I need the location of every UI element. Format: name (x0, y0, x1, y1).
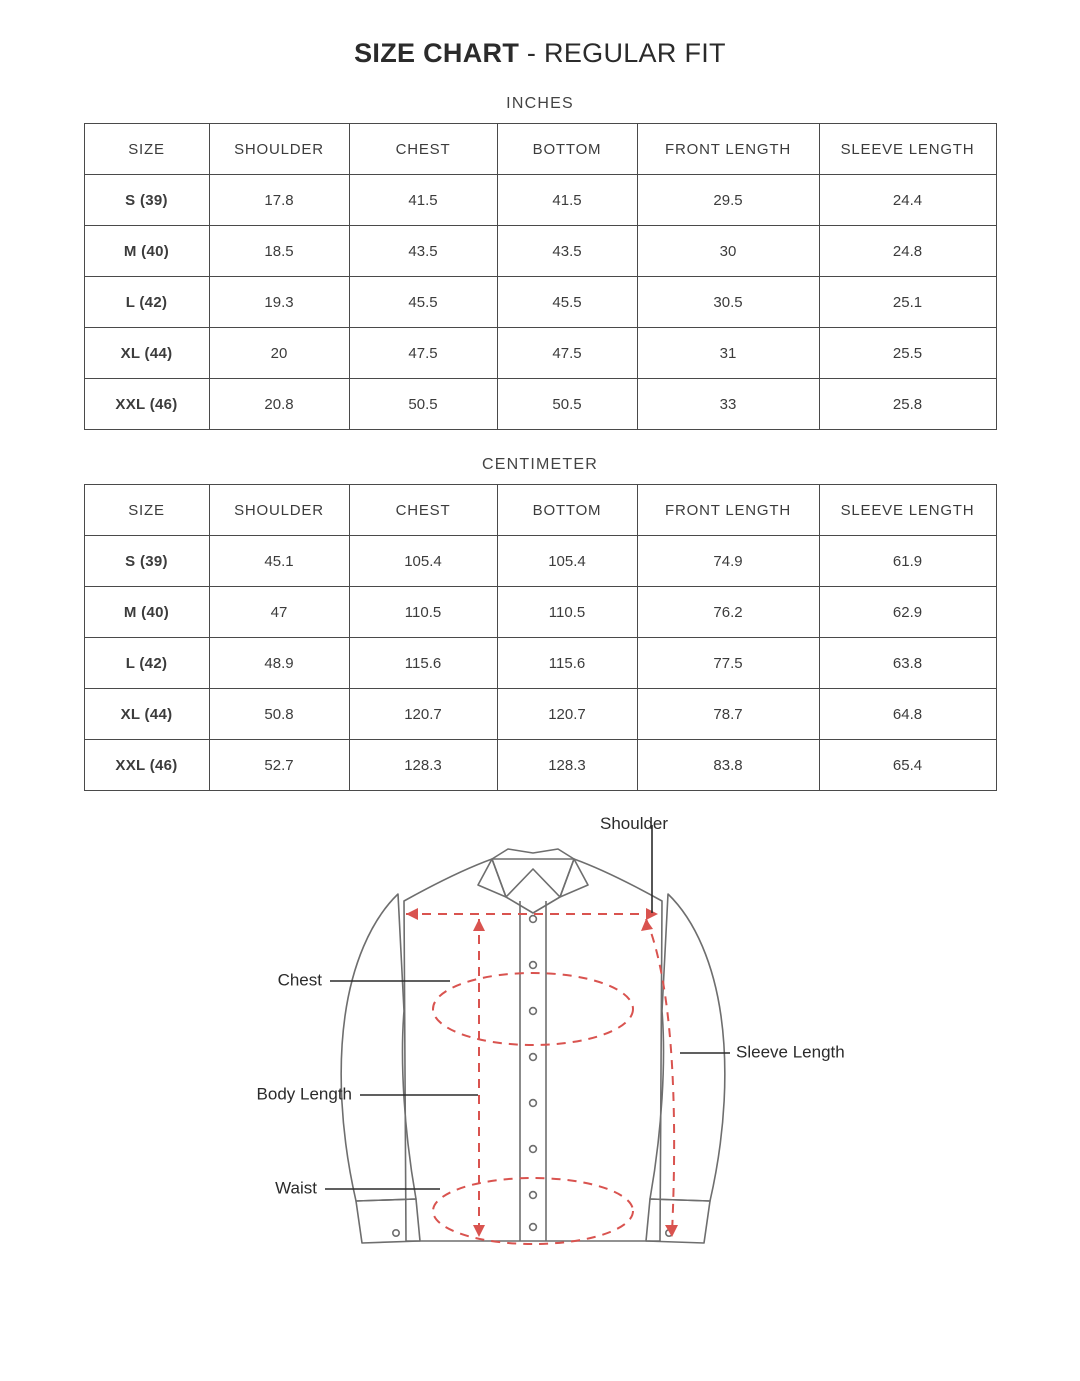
cell-bottom: 45.5 (497, 277, 637, 328)
cell-size: S (39) (84, 175, 209, 226)
cell-bottom: 105.4 (497, 536, 637, 587)
cell-front-length: 31 (637, 328, 819, 379)
shirt-illustration (341, 849, 725, 1243)
cell-chest: 41.5 (349, 175, 497, 226)
cell-front-length: 29.5 (637, 175, 819, 226)
measurement-lines (406, 914, 674, 1244)
cell-size: L (42) (84, 638, 209, 689)
table-row (84, 536, 996, 587)
cell-sleeve-length: 62.9 (819, 587, 996, 638)
column-header-size: SIZE (84, 124, 209, 175)
cell-size: M (40) (84, 226, 209, 277)
measurement-arrowheads (406, 908, 678, 1237)
cell-bottom: 41.5 (497, 175, 637, 226)
cell-chest: 128.3 (349, 740, 497, 791)
table-header-row (84, 485, 996, 536)
cell-chest: 105.4 (349, 536, 497, 587)
cell-front-length: 77.5 (637, 638, 819, 689)
column-header-chest: CHEST (349, 124, 497, 175)
cell-size: S (39) (84, 536, 209, 587)
cell-size: XXL (46) (84, 379, 209, 430)
page-title (0, 38, 1080, 69)
page-title-bold: SIZE CHART (354, 38, 520, 68)
cell-shoulder: 47 (209, 587, 349, 638)
cell-sleeve-length: 63.8 (819, 638, 996, 689)
column-header-bottom: BOTTOM (497, 485, 637, 536)
label-body-length: Body Length (256, 1084, 352, 1104)
cell-size: XXL (46) (84, 740, 209, 791)
column-header-shoulder: SHOULDER (209, 485, 349, 536)
cell-front-length: 33 (637, 379, 819, 430)
size-table-centimeter (84, 484, 997, 791)
cell-front-length: 30.5 (637, 277, 819, 328)
waist-measure-ellipse (433, 1178, 633, 1244)
cell-sleeve-length: 25.8 (819, 379, 996, 430)
cell-shoulder: 45.1 (209, 536, 349, 587)
cell-front-length: 78.7 (637, 689, 819, 740)
label-sleeve-length: Sleeve Length (736, 1042, 845, 1062)
cell-size: XL (44) (84, 689, 209, 740)
cell-chest: 115.6 (349, 638, 497, 689)
cell-chest: 45.5 (349, 277, 497, 328)
cell-bottom: 110.5 (497, 587, 637, 638)
cell-chest: 120.7 (349, 689, 497, 740)
column-header-size: SIZE (84, 485, 209, 536)
cell-sleeve-length: 64.8 (819, 689, 996, 740)
unit-label-inches: INCHES (506, 95, 574, 112)
cell-sleeve-length: 25.5 (819, 328, 996, 379)
cell-bottom: 50.5 (497, 379, 637, 430)
cell-sleeve-length: 24.4 (819, 175, 996, 226)
cell-chest: 50.5 (349, 379, 497, 430)
column-header-front-length: FRONT LENGTH (637, 485, 819, 536)
cell-shoulder: 17.8 (209, 175, 349, 226)
cell-sleeve-length: 24.8 (819, 226, 996, 277)
table-header-row (84, 124, 996, 175)
cell-front-length: 30 (637, 226, 819, 277)
cell-sleeve-length: 25.1 (819, 277, 996, 328)
table-row (84, 328, 996, 379)
unit-label-centimeter: CENTIMETER (482, 456, 598, 473)
column-header-front-length: FRONT LENGTH (637, 124, 819, 175)
column-header-bottom: BOTTOM (497, 124, 637, 175)
cell-shoulder: 19.3 (209, 277, 349, 328)
label-leader-lines (325, 825, 730, 1189)
column-header-sleeve-length: SLEEVE LENGTH (819, 124, 996, 175)
table-row (84, 740, 996, 791)
column-header-sleeve-length: SLEEVE LENGTH (819, 485, 996, 536)
size-table-inches (84, 123, 997, 430)
table-row (84, 175, 996, 226)
cell-shoulder: 18.5 (209, 226, 349, 277)
cell-size: M (40) (84, 587, 209, 638)
column-header-shoulder: SHOULDER (209, 124, 349, 175)
cell-shoulder: 50.8 (209, 689, 349, 740)
cell-front-length: 83.8 (637, 740, 819, 791)
cell-chest: 43.5 (349, 226, 497, 277)
size-chart-page (0, 38, 1080, 1381)
label-shoulder: Shoulder (600, 814, 669, 833)
table-row (84, 638, 996, 689)
cell-front-length: 76.2 (637, 587, 819, 638)
cell-shoulder: 52.7 (209, 740, 349, 791)
cell-size: L (42) (84, 277, 209, 328)
cell-chest: 47.5 (349, 328, 497, 379)
cell-sleeve-length: 65.4 (819, 740, 996, 791)
table-row (84, 379, 996, 430)
cell-sleeve-length: 61.9 (819, 536, 996, 587)
table-row (84, 277, 996, 328)
table-row (84, 226, 996, 277)
cell-bottom: 115.6 (497, 638, 637, 689)
cell-bottom: 43.5 (497, 226, 637, 277)
page-title-separator: - (519, 38, 545, 68)
label-waist: Waist (275, 1178, 317, 1198)
cell-shoulder: 20 (209, 328, 349, 379)
measurement-diagram (0, 801, 1080, 1321)
cell-bottom: 47.5 (497, 328, 637, 379)
cell-front-length: 74.9 (637, 536, 819, 587)
table-row (84, 587, 996, 638)
cell-shoulder: 20.8 (209, 379, 349, 430)
cell-bottom: 120.7 (497, 689, 637, 740)
label-chest: Chest (277, 970, 322, 990)
cell-shoulder: 48.9 (209, 638, 349, 689)
cell-chest: 110.5 (349, 587, 497, 638)
column-header-chest: CHEST (349, 485, 497, 536)
table-row (84, 689, 996, 740)
cell-size: XL (44) (84, 328, 209, 379)
page-title-regular: REGULAR FIT (544, 38, 726, 68)
cell-bottom: 128.3 (497, 740, 637, 791)
chest-measure-ellipse (433, 973, 633, 1045)
